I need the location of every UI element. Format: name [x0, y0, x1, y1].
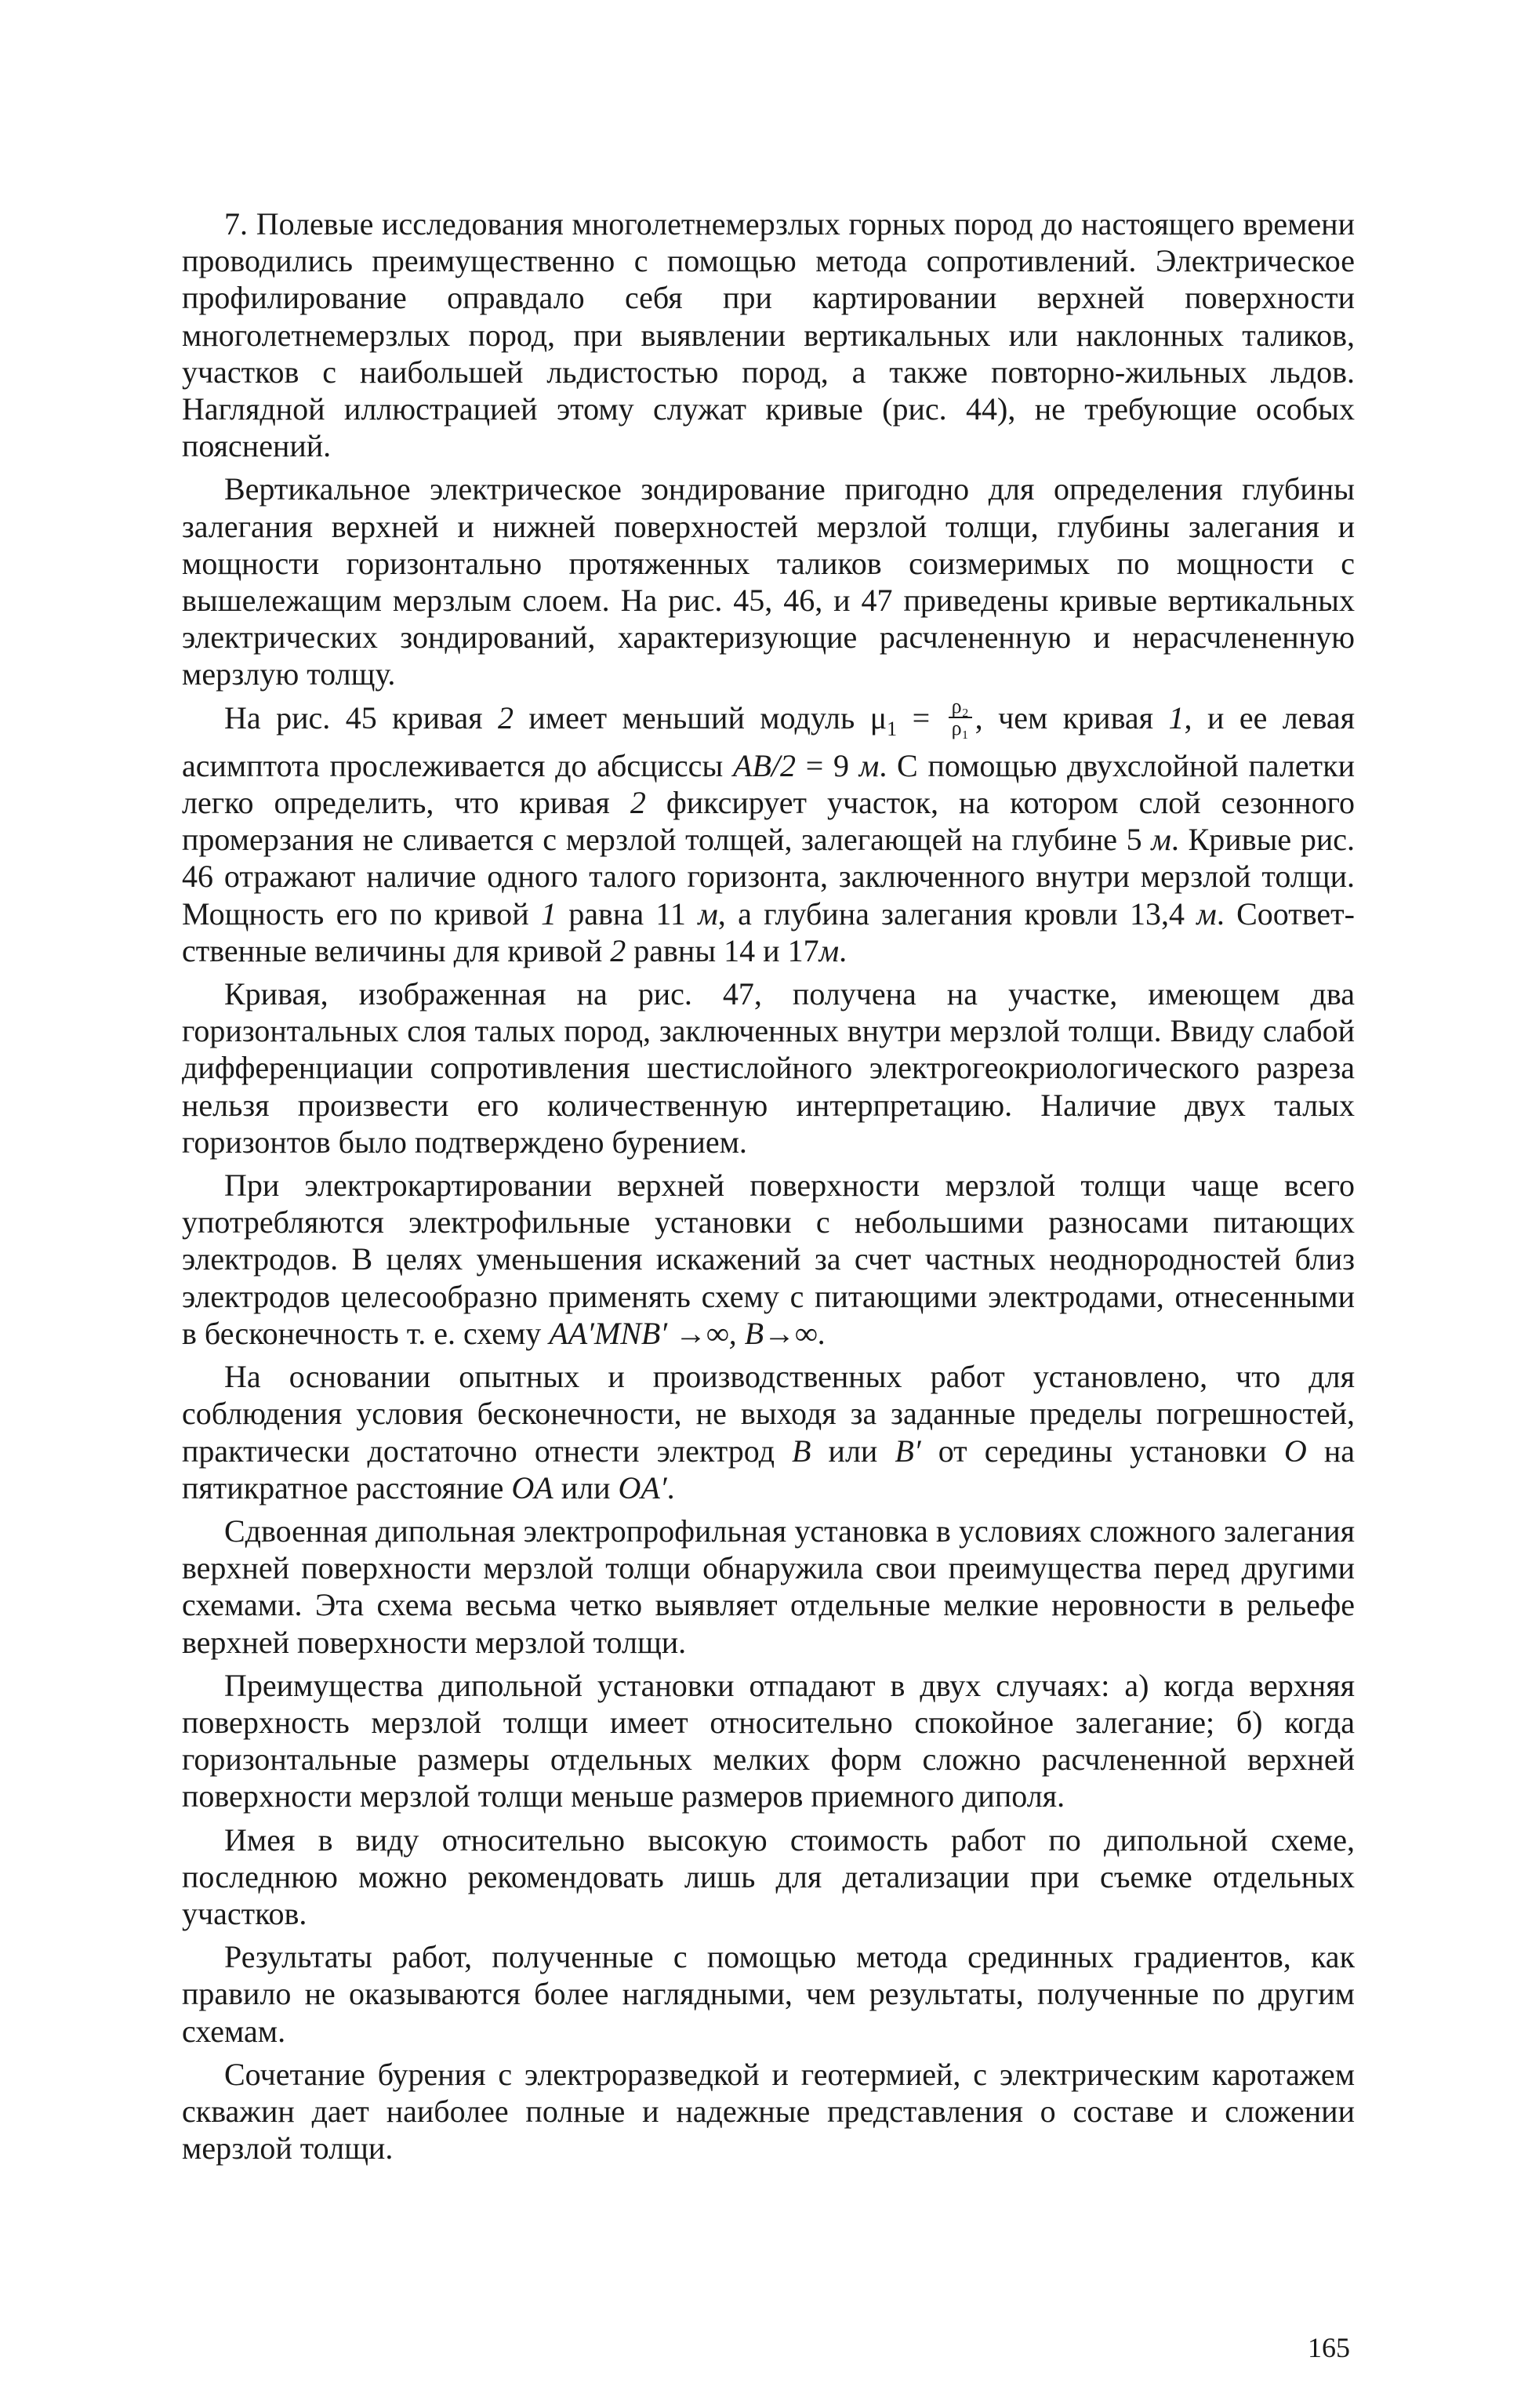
p3-text-b: имеет меньший модуль μ [513, 699, 887, 735]
p3-text-e: = 9 [796, 747, 859, 783]
p3-text-j: , а глубина залегания кровли 13,4 [717, 895, 1197, 932]
p3-text-a: На рис. 45 кривая [224, 699, 498, 735]
curve-2-ref: 2 [630, 785, 646, 821]
p6-text-a: На основании опытных и производственных работ установлено, что для соблюдения условия бесконечности, не выходя за заданные пределы погрешностей, практически достаточно отнести электрод [182, 1359, 1355, 1469]
p3-period: . [839, 932, 847, 968]
p6-or: или [553, 1469, 619, 1505]
paragraph-11: Сочетание бурения с электроразведкой и геотермией, с электрическим каротажем скважин дает наиболее полные и надежные представления о составе и сложении мерзлой толщи. [182, 2056, 1355, 2166]
p6-period: . [666, 1469, 675, 1505]
unit-meter: м [698, 895, 718, 932]
p6-or: или [811, 1433, 895, 1469]
mu-subscript: 1 [887, 717, 898, 740]
rho-fraction [949, 696, 972, 739]
curve-2-ref: 2 [497, 699, 514, 735]
paragraph-5 [182, 1167, 1355, 1352]
paragraph-4: Кривая, изображенная на рис. 47, получена на участке, имеющем два горизонтальных слоя талых пород, заключенных внутри мерзлой толщи. Ввиду слабой дифференциации сопротивления шестислойного электрогеокриологического разреза нельзя произвести его количественную интерпретацию. Наличие двух талых горизонтов было подтверждено бурением. [182, 976, 1355, 1160]
fraction-denominator: ρ₁ [951, 717, 969, 740]
p3-text-g: фиксирует участок, на котором слой сезонного промерзания не сливается с мерзлой толщей, залегающей на глубине 5 [182, 785, 1355, 858]
paragraph-9: Имея в виду относительно высокую стоимость работ по дипольной схеме, последнюю можно рекомендовать лишь для детализации при съемке отдельных участков. [182, 1821, 1355, 1931]
p3-text-f: . С помощью двухслойной палетки легко определить, что кривая [182, 747, 1356, 821]
paragraph-10: Результаты работ, полученные с помощью метода срединных градиентов, как правило не оказываются более наглядными, чем результаты, полученные по другим схемам. [182, 1939, 1355, 2049]
distance-oa: OA [511, 1469, 553, 1505]
ab-half-symbol: AB/2 [733, 747, 797, 783]
p6-text-d: на пятикратное расстояние [182, 1433, 1355, 1505]
paragraph-2: Вертикальное электрическое зондирование пригодно для определения глубины залегания верхней и нижней поверхностей мерзлой толщи, глубины залегания и мощности горизонтально протяженных таликов соизмеримых по мощности с вышележащим мерзлым слоем. На рис. 45, 46, и 47 приведены кривые вертикальных электрических зондирований, характеризующие расчлененную и нерасчлененную мерзлую толщу. [182, 471, 1355, 692]
paragraph-3 [182, 695, 1356, 969]
unit-meter: м [818, 932, 840, 968]
p3-text-k: . Соответственные величины для кривой [182, 895, 1355, 968]
unit-meter: м [858, 747, 880, 783]
p6-text-c: от середины установки [920, 1433, 1284, 1469]
unit-meter: м [1151, 822, 1171, 858]
paragraph-6 [182, 1358, 1355, 1506]
p5-period: . [817, 1315, 826, 1351]
p3-text-l: равны 14 и 17 [626, 932, 819, 968]
p5-text: При электрокартировании верхней поверхности мерзлой толщи чаще всего употребляются электрофильные установки с небольшими разносами питающих электродов. В целях уменьшения искажений за счет частных неоднородностей близ электродов целесообразно применять схему с питающими электродами, отнесенными в бесконечность т. е. схему [182, 1168, 1355, 1351]
center-o: O [1283, 1433, 1307, 1469]
paragraph-8: Преимущества дипольной установки отпадают в двух случаях: а) когда верхняя поверхность мерзлой толщи имеет относительно спокойное залегание; б) когда горизонтальные размеры отдельных мелких форм сложно расчлененной верхней поверхности мерзлой толщи меньше размеров приемного диполя. [182, 1667, 1355, 1814]
page-number: 165 [1308, 2332, 1350, 2363]
p3-text-c: , чем кривая [975, 699, 1169, 735]
p3-text-d: , и ее левая асимптота прослеживается до абсциссы [182, 699, 1356, 783]
electrode-scheme: AA′MNB′ →∞, B→∞ [549, 1315, 818, 1351]
page-body [182, 205, 1355, 2173]
curve-1-ref: 1 [540, 895, 557, 932]
paragraph-1: 7. Полевые исследования многолетнемерзлых горных пород до настоящего времени проводились преимущественно с помощью метода сопротивлений. Электрическое профилирование оправдало себя при картировании верхней поверхности многолетнемерзлых пород, при выявлении вертикальных или наклонных таликов, участков с наибольшей льдистостью пород, а также повторно-жильных льдов. Наглядной иллюстрацией этому служат кривые (рис. 44), не требующие особых пояснений. [182, 206, 1355, 464]
electrode-b: B [792, 1433, 811, 1469]
curve-1-ref: 1 [1168, 699, 1185, 735]
p3-equals: = [897, 699, 945, 735]
fraction-numerator: ρ₂ [949, 696, 972, 718]
p3-text-h: . Кривые рис. 46 отражают наличие одного талого горизонта, заключенного внутри мерзлой толщи. Мощность его по кривой [182, 822, 1355, 932]
p3-text-i: равна 11 [556, 895, 699, 932]
electrode-b-prime: B′ [895, 1433, 921, 1469]
unit-meter: м [1196, 895, 1217, 932]
paragraph-7: Сдвоенная дипольная электропрофильная установка в условиях сложного залегания верхней поверхности мерзлой толщи обнаружила свои преимущества перед другими схемами. Эта схема весьма четко выявляет отдельные мелкие неровности в рельефе верхней поверхности мерзлой толщи. [182, 1513, 1355, 1660]
curve-2-ref: 2 [610, 932, 626, 968]
distance-oa-prime: OA′ [618, 1469, 667, 1505]
